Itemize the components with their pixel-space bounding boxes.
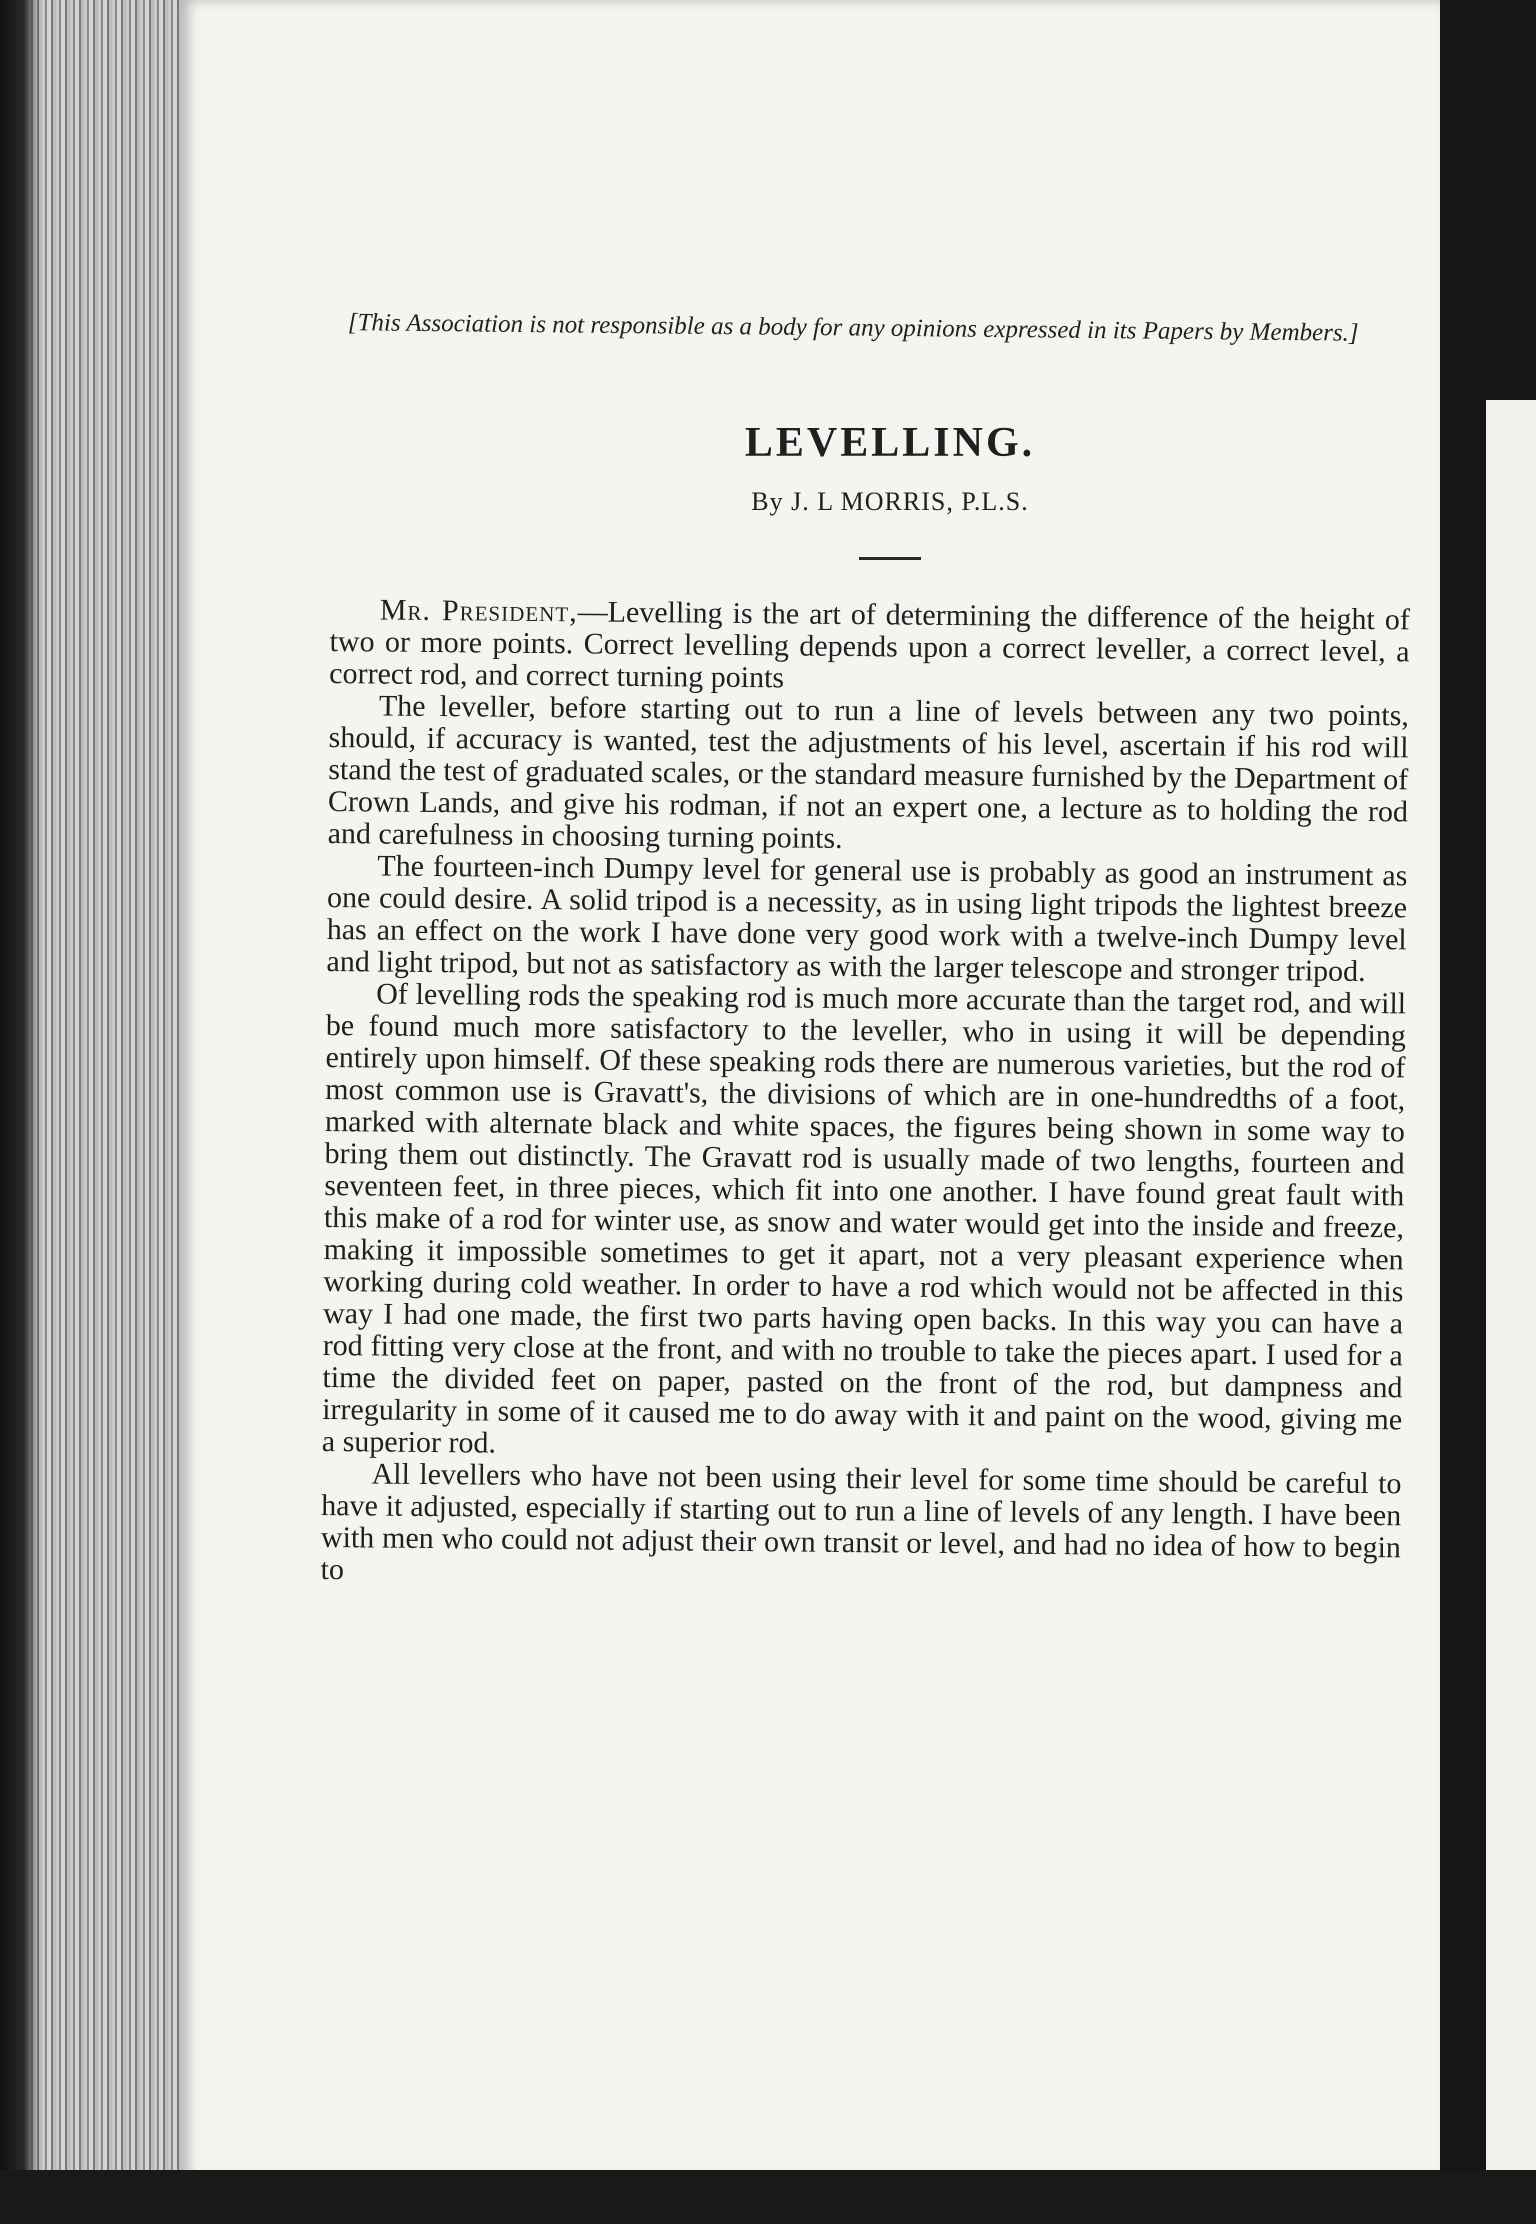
title-divider bbox=[859, 557, 921, 560]
article-body bbox=[320, 594, 1409, 1596]
paragraph-1-text: —Levelling is the art of determining the difference of the height of two or more points. Correct levelling depends upon a correct leveller, a correct level, a correct rod, and correct turning points bbox=[329, 595, 1410, 695]
paragraph-4: Of levelling rods the speaking rod is much more accurate than the target rod, and will be found much more satisfactory to the leveller, who in using it will be depending entirely upon himself. Of these speaking rods there are numerous varieties, but the rod of most common use is Gravatt's, the divisions of which are in one-hundredths of a foot, marked with alternate black and white spaces, the figures being shown in some way to bring them out distinctly. The Gravatt rod is usually made of two lengths, fourteen and seventeen feet, in three pieces, which fit into one another. I have found great fault with this make of a rod for winter use, as snow and water would get into the inside and freeze, making it impossible sometimes to get it apart, not a very pleasant experience when working during cold weather. In order to have a rod which would not be affected in this way I had one made, the first two parts having open backs. In this way you can have a rod fitting very close at the front, and with no trouble to take the pieces apart. I used for a time the divided feet on paper, pasted on the front of the rod, but dampness and irregularity in some of it caused me to do away with it and paint on the wood, giving me a superior rod. bbox=[321, 977, 1407, 1460]
paragraph-1 bbox=[329, 594, 1410, 700]
article-title: LEVELLING. bbox=[744, 420, 1036, 466]
bottom-scan-border bbox=[0, 2170, 1536, 2224]
salutation: Mr. President, bbox=[379, 593, 578, 629]
article-byline: By J. L MORRIS, P.L.S. bbox=[751, 487, 1029, 516]
document-page bbox=[180, 0, 1440, 2180]
paragraph-2: The leveller, before starting out to run a line of levels between any two points, should, if accuracy is wanted, test the adjustments of his level, ascertain if his rod will stand the test of graduated scales, or the standard measure furnished by the Department of Crown Lands, and give his rodman, if not an expert one, a lecture as to holding the rod and carefulness in choosing turning points. bbox=[327, 689, 1410, 855]
paragraph-3: The fourteen-inch Dumpy level for general use is probably as good an instrument as one could desire. A solid tripod is a necessity, as in using light tripods the lightest breeze has an effect on the work I have done very good work with a twelve-inch Dumpy level and light tripod, but not as satisfactory as with the larger telescope and stronger tripod. bbox=[326, 849, 1408, 988]
page-content bbox=[320, 305, 1410, 1587]
disclaimer-note: [This Association is not responsible as a body for any opinions expressed in its Papers by Members.] bbox=[347, 309, 1359, 347]
paragraph-5: All levellers who have not been using their level for some time should be careful to have it adjusted, especially if starting out to run a line of levels of any length. I have been with men who could not adjust their own transit or level, and had no idea of how to begin to bbox=[320, 1457, 1402, 1587]
book-spine-shadow bbox=[0, 0, 40, 2180]
facing-page-sliver bbox=[1486, 400, 1536, 2224]
